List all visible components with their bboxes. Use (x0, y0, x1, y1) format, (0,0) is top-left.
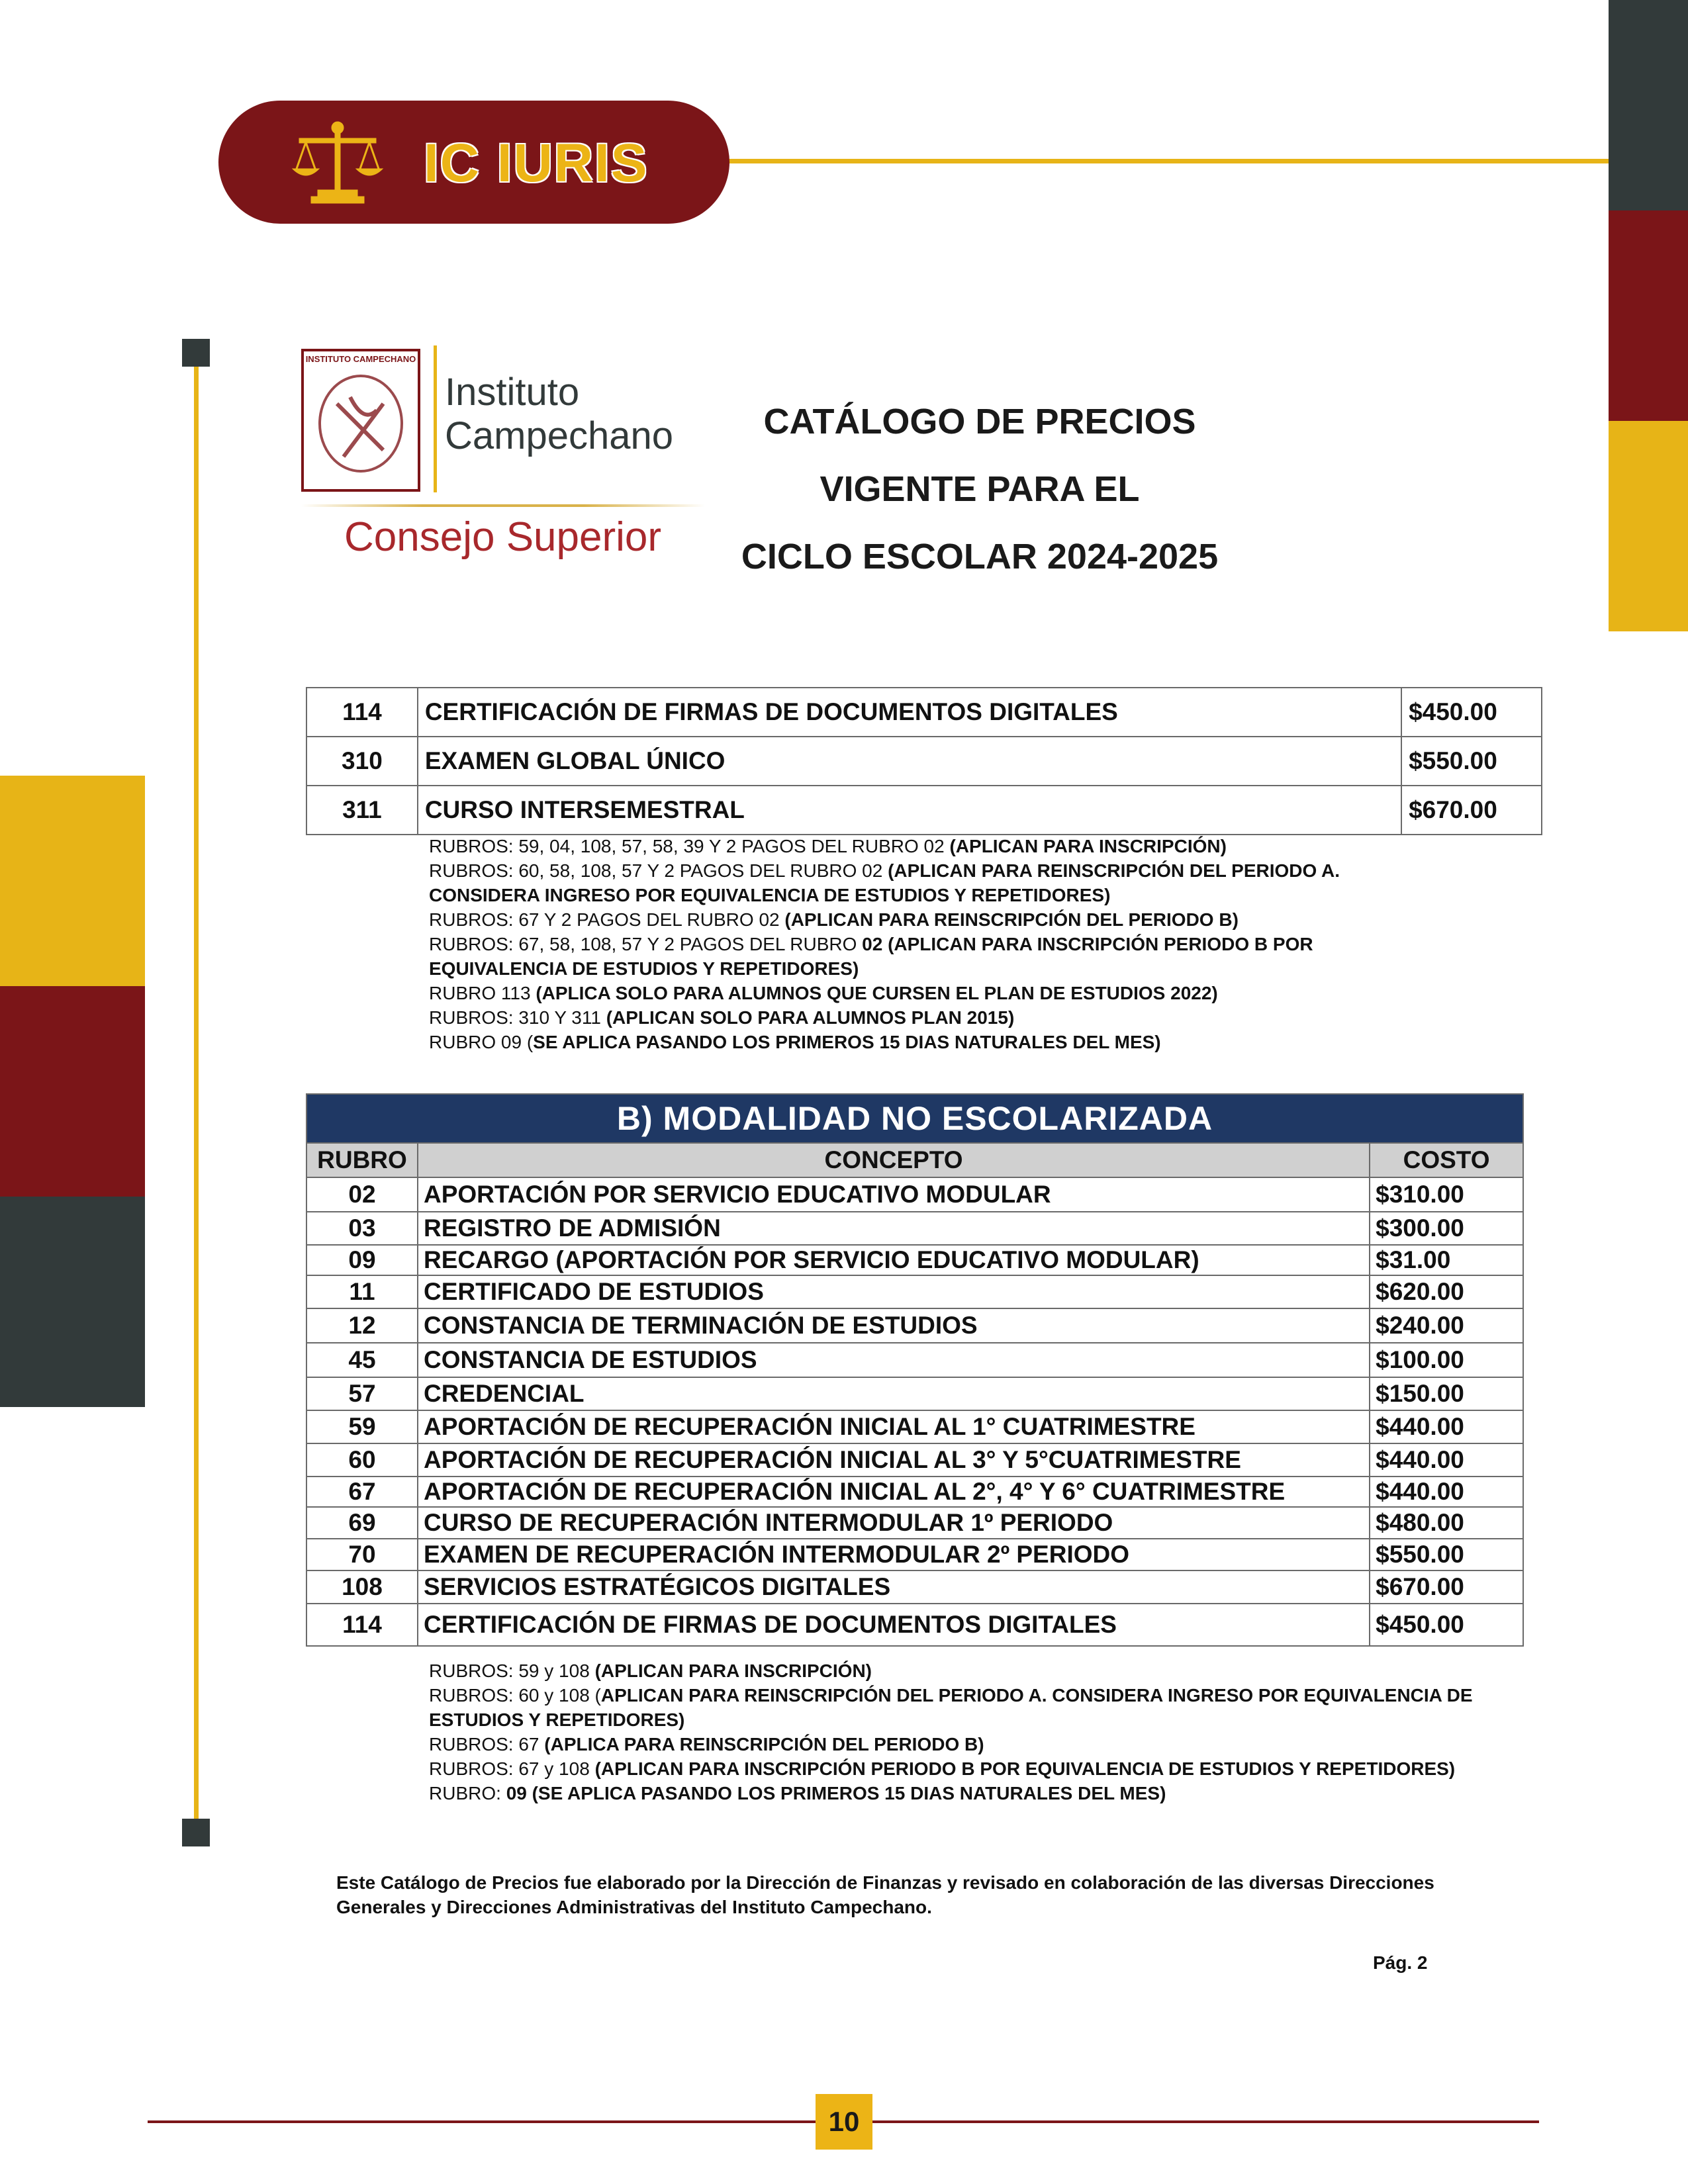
note-bold: (APLICAN SOLO PARA ALUMNOS PLAN 2015) (606, 1007, 1015, 1028)
cell-costo: $450.00 (1370, 1604, 1523, 1646)
cell-costo: $440.00 (1370, 1443, 1523, 1477)
footer-note: Este Catálogo de Precios fue elaborado por la Dirección de Finanzas y revisado en colaboración de las diversas Direcciones Generales y Direcciones Administrativas del Instituto Campechano. (336, 1872, 1434, 1917)
note-plain: RUBRO 113 (429, 983, 536, 1003)
cell-rubro: 311 (306, 786, 418, 835)
note-line (429, 907, 1429, 932)
notes-b (429, 1659, 1475, 1805)
note-bold: 02 (APLICAN PARA INSCRIPCIÓN PERIODO B POR EQUIVALENCIA DE ESTUDIOS Y REPETIDORES) (429, 934, 1313, 979)
institution-name-line1: Instituto (445, 371, 580, 414)
table-row (306, 1570, 1523, 1604)
cell-rubro: 02 (306, 1177, 418, 1212)
cell-concepto: EXAMEN DE RECUPERACIÓN INTERMODULAR 2º PERIODO (418, 1539, 1370, 1570)
note-line (429, 981, 1429, 1005)
timeline-line (194, 357, 199, 1827)
cell-costo: $300.00 (1370, 1212, 1523, 1245)
note-bold: (APLICA PARA REINSCRIPCIÓN DEL PERIODO B) (544, 1734, 984, 1754)
cell-rubro: 70 (306, 1539, 418, 1570)
institution-name-line2: Campechano (445, 414, 673, 457)
cell-concepto: EXAMEN GLOBAL ÚNICO (418, 737, 1401, 786)
right-bar-charcoal (1609, 0, 1688, 210)
cell-costo: $550.00 (1370, 1539, 1523, 1570)
note-plain: RUBRO 09 ( (429, 1032, 534, 1052)
table-row (306, 1275, 1523, 1308)
cell-concepto: CERTIFICACIÓN DE FIRMAS DE DOCUMENTOS DIGITALES (418, 688, 1401, 737)
note-bold: (APLICAN PARA INSCRIPCIÓN) (594, 1661, 872, 1681)
cell-concepto: RECARGO (APORTACIÓN POR SERVICIO EDUCATIVO MODULAR) (418, 1245, 1370, 1275)
cell-rubro: 59 (306, 1410, 418, 1443)
note-plain: RUBROS: 67 Y 2 PAGOS DEL RUBRO 02 (429, 909, 785, 930)
note-line (429, 1005, 1429, 1030)
cell-rubro: 60 (306, 1443, 418, 1477)
note-line (429, 1683, 1475, 1732)
brand-title: IC IURIS (424, 133, 649, 193)
note-line (429, 1732, 1475, 1756)
cell-concepto: APORTACIÓN DE RECUPERACIÓN INICIAL AL 2°, 4° Y 6° CUATRIMESTRE (418, 1477, 1370, 1507)
note-plain: RUBROS: 59, 04, 108, 57, 58, 39 Y 2 PAGOS DEL RUBRO 02 (429, 836, 950, 856)
note-bold: (APLICAN PARA INSCRIPCIÓN PERIODO B POR EQUIVALENCIA DE ESTUDIOS Y REPETIDORES) (594, 1758, 1456, 1779)
cell-concepto: CONSTANCIA DE ESTUDIOS (418, 1343, 1370, 1377)
header-concepto: CONCEPTO (418, 1143, 1370, 1177)
cell-concepto: APORTACIÓN DE RECUPERACIÓN INICIAL AL 3° Y 5°CUATRIMESTRE (418, 1443, 1370, 1477)
table-row (306, 737, 1542, 786)
note-plain: RUBROS: 67 y 108 (429, 1758, 595, 1779)
title-line1: CATÁLOGO DE PRECIOS (763, 402, 1196, 441)
note-line (429, 932, 1429, 981)
table-row (306, 688, 1542, 737)
note-line (429, 1030, 1429, 1054)
cell-costo: $450.00 (1401, 688, 1542, 737)
notes-a (429, 834, 1429, 1054)
header-costo: COSTO (1370, 1143, 1523, 1177)
note-plain: RUBROS: 59 y 108 (429, 1661, 595, 1681)
left-bar-maroon (0, 986, 145, 1197)
cell-concepto: CERTIFICACIÓN DE FIRMAS DE DOCUMENTOS DIGITALES (418, 1604, 1370, 1646)
cell-concepto: CURSO INTERSEMESTRAL (418, 786, 1401, 835)
cell-costo: $440.00 (1370, 1477, 1523, 1507)
cell-rubro: 114 (306, 688, 418, 737)
note-plain: RUBROS: 60 y 108 ( (429, 1685, 601, 1706)
note-line (429, 834, 1429, 858)
table-a (306, 687, 1542, 835)
table-row (306, 1177, 1523, 1212)
cell-rubro: 03 (306, 1212, 418, 1245)
seal-text: INSTITUTO CAMPECHANO (305, 354, 416, 364)
cell-concepto: APORTACIÓN POR SERVICIO EDUCATIVO MODULAR (418, 1177, 1370, 1212)
note-bold: (APLICA SOLO PARA ALUMNOS QUE CURSEN EL PLAN DE ESTUDIOS 2022) (536, 983, 1218, 1003)
table-row (306, 786, 1542, 835)
note-line (429, 1756, 1475, 1781)
cell-costo: $670.00 (1370, 1570, 1523, 1604)
note-plain: RUBROS: 67 (429, 1734, 545, 1754)
note-line (429, 858, 1429, 907)
note-bold: APLICAN PARA REINSCRIPCIÓN DEL PERIODO A. CONSIDERA INGRESO POR EQUIVALENCIA DE ESTUDIOS Y REPETIDORES) (429, 1685, 1473, 1730)
right-bar-gold (1609, 421, 1688, 631)
seal-emblem-icon (304, 364, 418, 483)
header-rule (728, 159, 1609, 163)
cell-concepto: SERVICIOS ESTRATÉGICOS DIGITALES (418, 1570, 1370, 1604)
note-plain: RUBRO: (429, 1783, 506, 1803)
cell-costo: $670.00 (1401, 786, 1542, 835)
institution-name (445, 371, 673, 458)
table-row (306, 1410, 1523, 1443)
cell-concepto: CREDENCIAL (418, 1377, 1370, 1410)
cell-rubro: 108 (306, 1570, 418, 1604)
cell-concepto: CURSO DE RECUPERACIÓN INTERMODULAR 1º PERIODO (418, 1507, 1370, 1539)
cell-rubro: 69 (306, 1507, 418, 1539)
left-bar-gold (0, 776, 145, 986)
table-row (306, 1245, 1523, 1275)
document-title (682, 388, 1278, 590)
cell-costo: $310.00 (1370, 1177, 1523, 1212)
cell-costo: $100.00 (1370, 1343, 1523, 1377)
cell-concepto: CONSTANCIA DE TERMINACIÓN DE ESTUDIOS (418, 1308, 1370, 1343)
cell-costo: $440.00 (1370, 1410, 1523, 1443)
cell-costo: $240.00 (1370, 1308, 1523, 1343)
cell-rubro: 09 (306, 1245, 418, 1275)
table-row (306, 1308, 1523, 1343)
table-b-title: B) MODALIDAD NO ESCOLARIZADA (306, 1094, 1523, 1143)
timeline-square-top (182, 339, 210, 367)
institution-seal (301, 349, 420, 492)
note-bold: SE APLICA PASANDO LOS PRIMEROS 15 DIAS NATURALES DEL MES) (533, 1032, 1161, 1052)
note-plain: RUBROS: 60, 58, 108, 57 Y 2 PAGOS DEL RUBRO 02 (429, 860, 888, 881)
page-number: 10 (816, 2094, 872, 2150)
cell-costo: $150.00 (1370, 1377, 1523, 1410)
note-bold: (APLICAN PARA REINSCRIPCIÓN DEL PERIODO B) (784, 909, 1239, 930)
timeline-square-bottom (182, 1819, 210, 1846)
cell-costo: $480.00 (1370, 1507, 1523, 1539)
right-bar-maroon (1609, 210, 1688, 421)
table-row (306, 1377, 1523, 1410)
table-row (306, 1507, 1523, 1539)
title-line2: VIGENTE PARA EL (820, 469, 1140, 509)
note-line (429, 1781, 1475, 1805)
cell-costo: $620.00 (1370, 1275, 1523, 1308)
table-b (306, 1093, 1524, 1647)
left-bar-charcoal (0, 1197, 145, 1407)
table-row (306, 1539, 1523, 1570)
cell-concepto: REGISTRO DE ADMISIÓN (418, 1212, 1370, 1245)
note-plain: RUBROS: 310 Y 311 (429, 1007, 606, 1028)
logo-rule (301, 504, 705, 507)
cell-rubro: 114 (306, 1604, 418, 1646)
cell-rubro: 45 (306, 1343, 418, 1377)
logo-divider (434, 345, 437, 492)
cell-concepto: CERTIFICADO DE ESTUDIOS (418, 1275, 1370, 1308)
table-row (306, 1343, 1523, 1377)
cell-concepto: APORTACIÓN DE RECUPERACIÓN INICIAL AL 1° CUATRIMESTRE (418, 1410, 1370, 1443)
table-row (306, 1477, 1523, 1507)
scales-of-justice-icon (291, 116, 384, 208)
logo-subtitle: Consejo Superior (344, 514, 662, 560)
title-line3: CICLO ESCOLAR 2024-2025 (741, 537, 1219, 576)
cell-rubro: 12 (306, 1308, 418, 1343)
table-row (306, 1604, 1523, 1646)
cell-rubro: 57 (306, 1377, 418, 1410)
cell-costo: $550.00 (1401, 737, 1542, 786)
header-rubro: RUBRO (306, 1143, 418, 1177)
cell-rubro: 310 (306, 737, 418, 786)
table-row (306, 1443, 1523, 1477)
note-plain: RUBROS: 67, 58, 108, 57 Y 2 PAGOS DEL RUBRO (429, 934, 863, 954)
note-bold: (APLICAN PARA INSCRIPCIÓN) (949, 836, 1227, 856)
cell-rubro: 67 (306, 1477, 418, 1507)
cell-rubro: 11 (306, 1275, 418, 1308)
note-line (429, 1659, 1475, 1683)
note-bold: 09 (SE APLICA PASANDO LOS PRIMEROS 15 DIAS NATURALES DEL MES) (506, 1783, 1166, 1803)
page-label: Pág. 2 (1373, 1952, 1428, 1973)
table-row (306, 1212, 1523, 1245)
note-bold: (APLICAN PARA REINSCRIPCIÓN DEL PERIODO A. CONSIDERA INGRESO POR EQUIVALENCIA DE ESTUDIOS Y REPETIDORES) (429, 860, 1340, 905)
cell-costo: $31.00 (1370, 1245, 1523, 1275)
